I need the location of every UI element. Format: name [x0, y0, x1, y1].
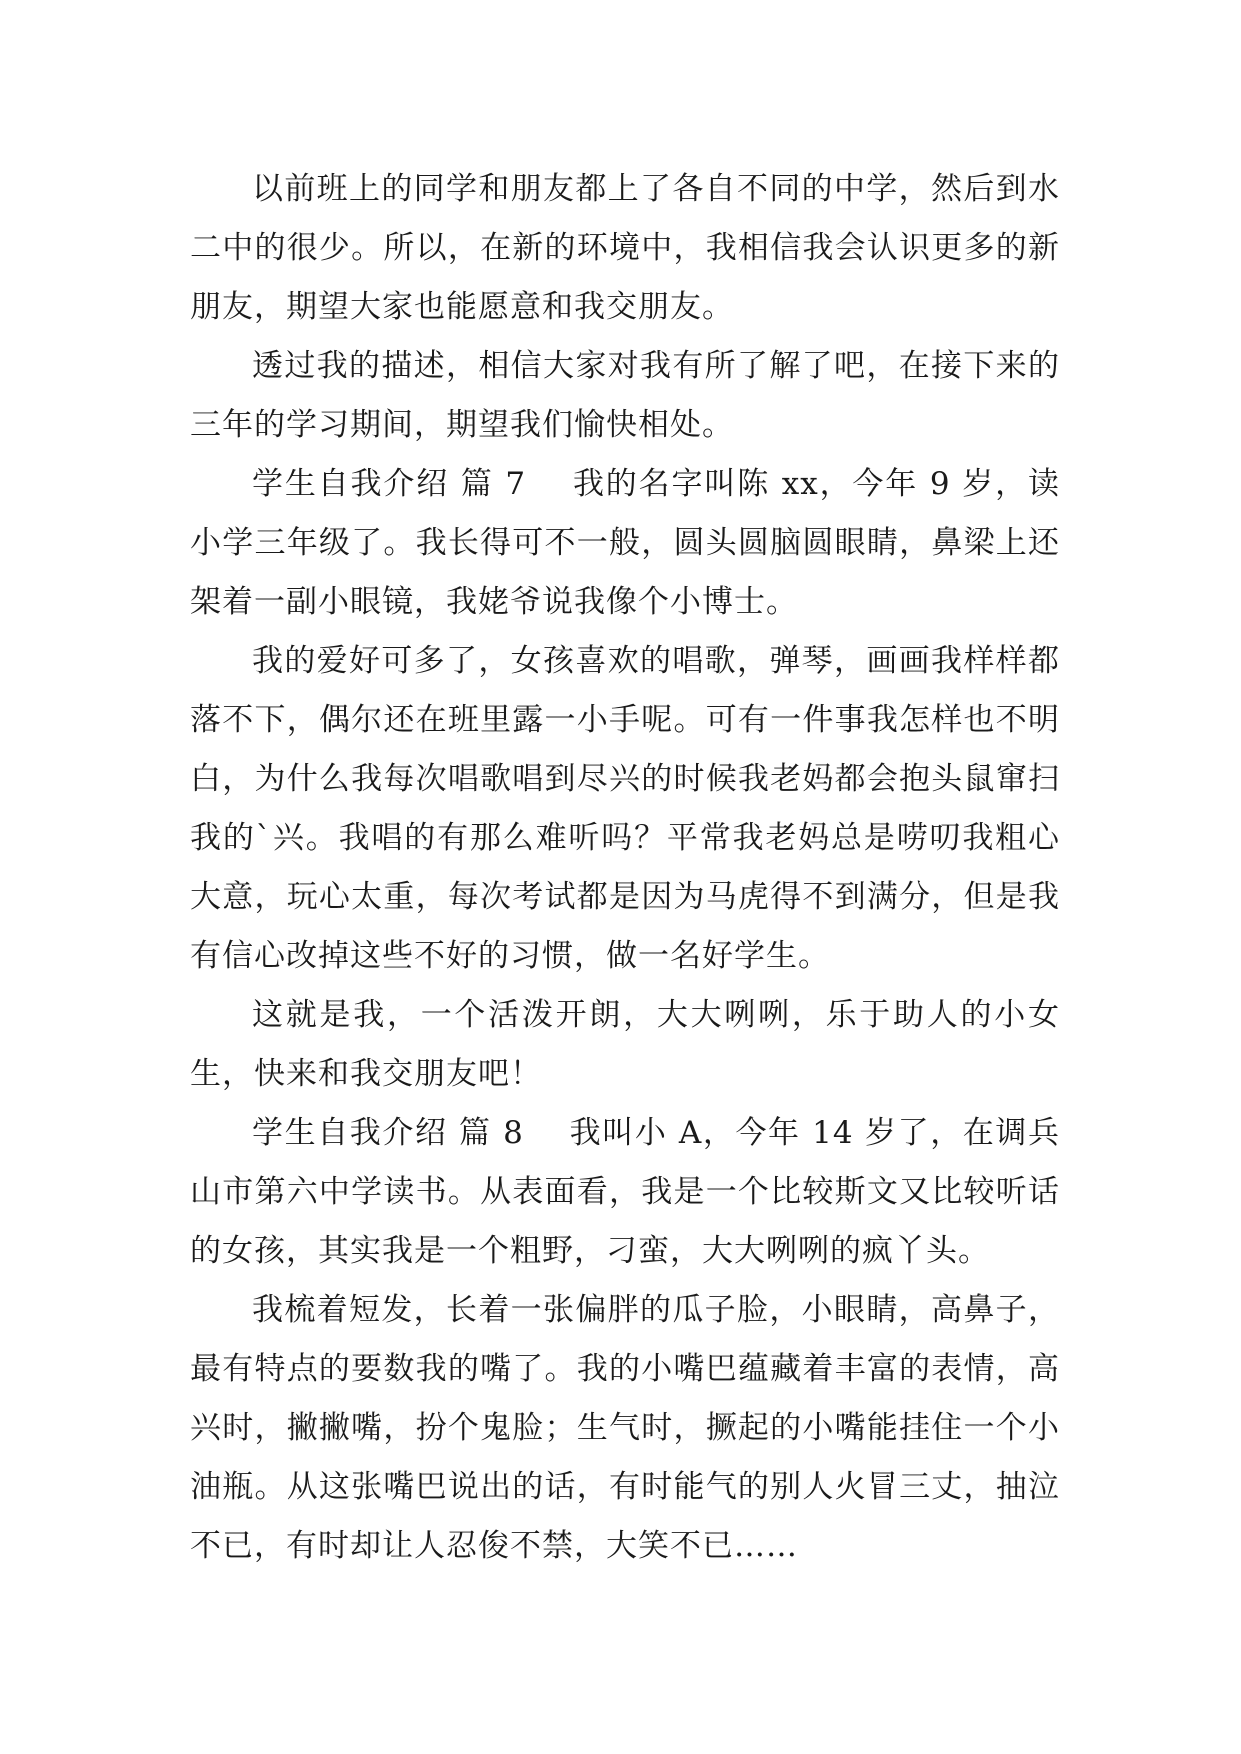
paragraph-section-8-intro: 学生自我介绍 篇 8 我叫小 A，今年 14 岁了，在调兵山市第六中学读书。从表面看，我是一个比较斯文又比较听话的女孩，其实我是一个粗野，刁蛮，大大咧咧的疯丫头。 [190, 1115, 1060, 1269]
paragraph-section-7-intro: 学生自我介绍 篇 7 我的名字叫陈 xx，今年 9 岁，读小学三年级了。我长得可不一般，圆头圆脑圆眼睛，鼻梁上还架着一副小眼镜，我姥爷说我像个小博士。 [190, 466, 1060, 620]
paragraph-description: 透过我的描述，相信大家对我有所了解了吧，在接下来的三年的学习期间，期望我们愉快相处。 [190, 348, 1060, 443]
paragraph-this-is-me: 这就是我，一个活泼开朗，大大咧咧，乐于助人的小女生，快来和我交朋友吧！ [190, 997, 1060, 1092]
paragraph-hobbies: 我的爱好可多了，女孩喜欢的唱歌，弹琴，画画我样样都落不下，偶尔还在班里露一小手呢。可有一件事我怎样也不明白，为什么我每次唱歌唱到尽兴的时候我老妈都会抱头鼠窜扫我的`兴。我唱的有那么难听吗？平常我老妈总是唠叨我粗心大意，玩心太重，每次考试都是因为马虎得不到满分，但是我有信心改掉这些不好的习惯，做一名好学生。 [190, 643, 1060, 974]
paragraph-appearance: 我梳着短发，长着一张偏胖的瓜子脸，小眼睛，高鼻子，最有特点的要数我的嘴了。我的小嘴巴蕴藏着丰富的表情，高兴时，撇撇嘴，扮个鬼脸；生气时，撅起的小嘴能挂住一个小油瓶。从这张嘴巴说出的话，有时能气的别人火冒三丈，抽泣不已，有时却让人忍俊不禁，大笑不已…… [190, 1292, 1060, 1564]
paragraph-classmates: 以前班上的同学和朋友都上了各自不同的中学，然后到水二中的很少。所以，在新的环境中，我相信我会认识更多的新朋友，期望大家也能愿意和我交朋友。 [190, 171, 1060, 325]
document-body [190, 160, 1060, 1576]
